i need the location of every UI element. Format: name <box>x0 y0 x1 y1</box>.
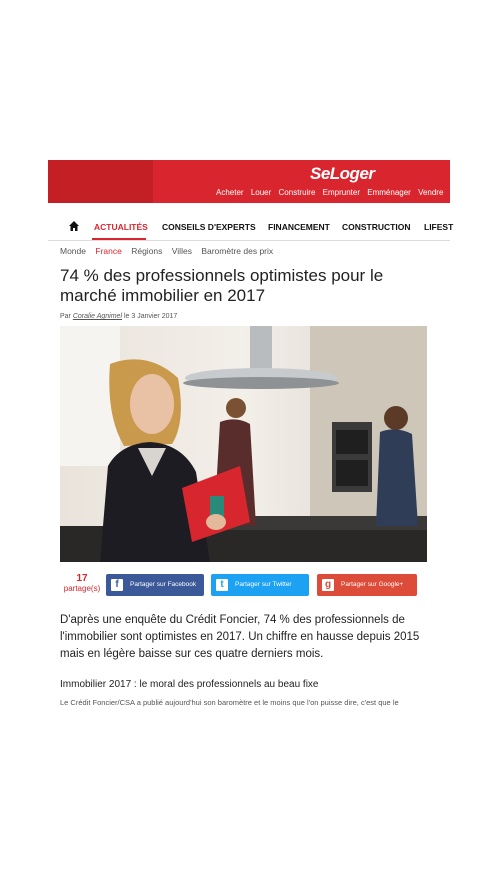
home-icon[interactable] <box>68 220 80 232</box>
top-link-acheter[interactable]: Acheter <box>216 188 244 197</box>
facebook-icon: f <box>111 579 123 591</box>
twitter-icon: t <box>216 579 228 591</box>
share-count-label: partage(s) <box>63 584 101 593</box>
top-link-vendre[interactable]: Vendre <box>418 188 444 197</box>
publish-date: le 3 Janvier 2017 <box>123 313 178 320</box>
site-header <box>48 160 450 203</box>
share-facebook-button[interactable] <box>106 574 204 596</box>
nav-construction[interactable]: CONSTRUCTION <box>342 222 411 232</box>
subnav-regions[interactable]: Régions <box>131 246 163 256</box>
share-facebook-label: Partager sur Facebook <box>130 581 197 588</box>
article-lead: D'après une enquête du Crédit Foncier, 74 % des professionnels de l'immobilier sont optimistes en 2017. Un chiffre en hausse depuis 2015 mais en légère baisse sur ces quatre derniers mois. <box>60 614 420 660</box>
nav-conseils-experts[interactable]: CONSEILS D'EXPERTS <box>162 222 256 232</box>
nav-lifestyle[interactable]: LIFEST <box>424 222 454 232</box>
site-logo[interactable]: SeLoger <box>310 164 375 183</box>
top-nav <box>216 188 448 197</box>
top-link-louer[interactable]: Louer <box>250 188 272 197</box>
subnav-villes[interactable]: Villes <box>171 246 192 256</box>
byline <box>60 313 177 320</box>
author-link[interactable]: Coralie Agnimel <box>72 313 123 320</box>
main-nav <box>48 214 454 241</box>
top-link-construire[interactable]: Construire <box>278 188 316 197</box>
top-link-emmenager[interactable]: Emménager <box>367 188 411 197</box>
share-twitter-button[interactable] <box>211 574 309 596</box>
share-twitter-label: Partager sur Twitter <box>235 581 292 588</box>
subnav-france[interactable]: France <box>95 246 122 256</box>
share-count-number: 17 <box>76 573 88 584</box>
share-google-label: Partager sur Google+ <box>341 581 404 588</box>
byline-prefix: Par <box>60 313 71 320</box>
nav-actualites[interactable]: ACTUALITÉS <box>94 222 148 232</box>
google-plus-icon: g <box>322 579 334 591</box>
article-body: Le Crédit Foncier/CSA a publié aujourd'hui son baromètre et le moins que l'on puisse dire, c'est que le <box>60 698 399 707</box>
active-tab-indicator <box>92 238 146 240</box>
article-page <box>48 160 454 720</box>
header-banner-block <box>48 160 153 203</box>
article-title: 74 % des professionnels optimistes pour le marché immobilier en 2017 <box>60 266 384 305</box>
top-link-emprunter[interactable]: Emprunter <box>322 188 361 197</box>
share-google-button[interactable] <box>317 574 417 596</box>
share-bar <box>48 572 450 598</box>
subnav-monde[interactable]: Monde <box>60 246 86 256</box>
article-photo <box>60 326 427 562</box>
article-subheading: Immobilier 2017 : le moral des professionnels au beau fixe <box>60 679 319 690</box>
sub-nav <box>60 246 280 256</box>
subnav-barometre[interactable]: Baromètre des prix <box>201 246 274 256</box>
nav-financement[interactable]: FINANCEMENT <box>268 222 330 232</box>
share-count <box>62 573 102 594</box>
